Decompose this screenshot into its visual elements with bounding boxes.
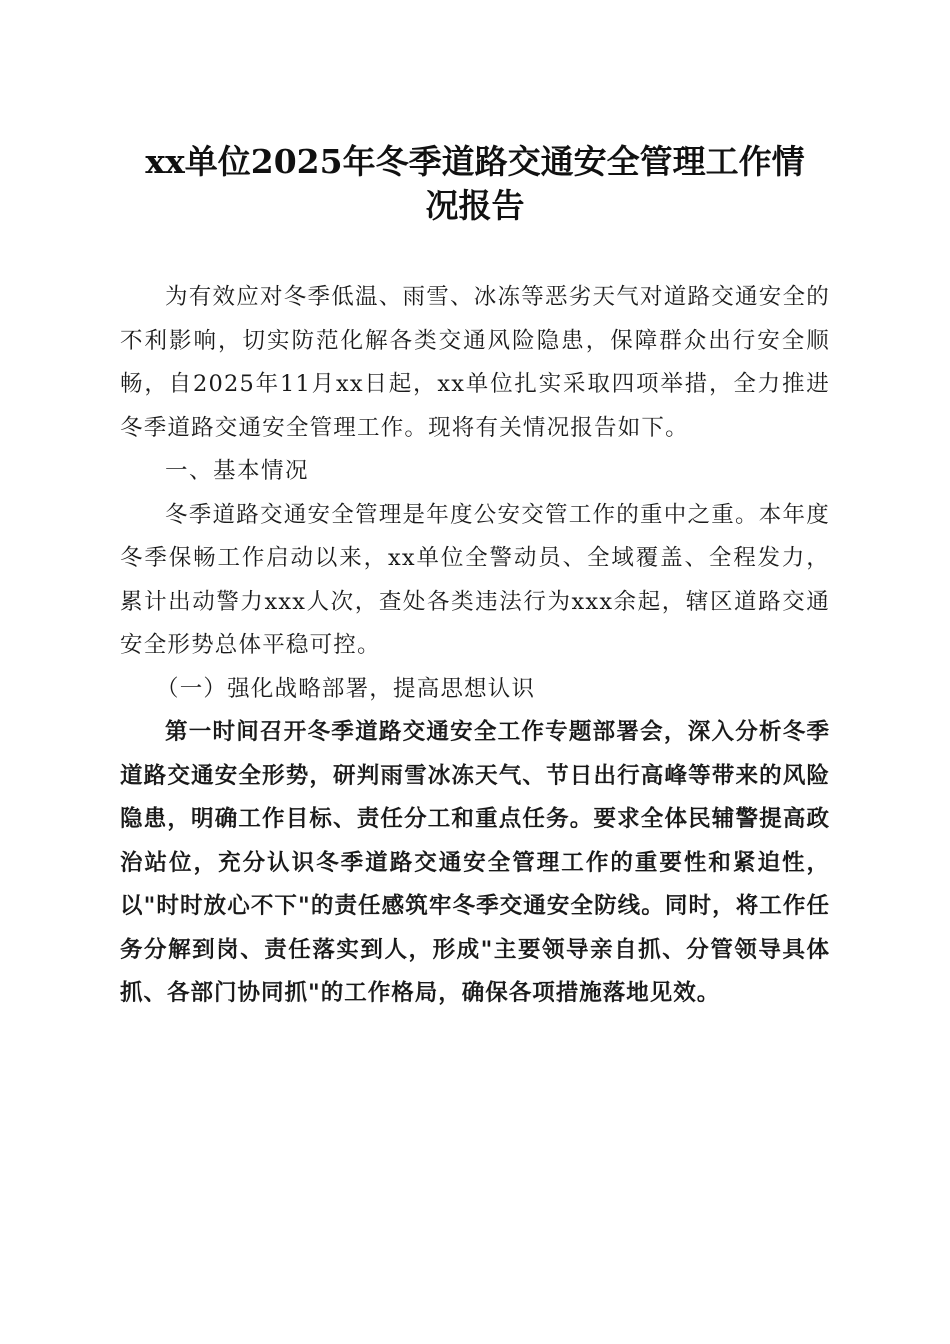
section-heading-basic-situation: 一、基本情况 (165, 458, 310, 484)
subsection-heading-strategic-deployment: （一）强化战略部署，提高思想认识 (156, 675, 536, 702)
document-title-line-2: 况报告 (425, 186, 525, 225)
section-basic-situation-paragraph: 冬季道路交通安全管理是年度公安交管工作的重中之重。本年度冬季保畅工作启动以来，xx单位全警动员、全域覆盖、全程发力，累计出动警力xxx人次，查处各类违法行为xxx余起，辖区道路交通安全形势总体平稳可控。 (120, 501, 830, 658)
document-title-line-1: xx单位2025年冬季道路交通安全管理工作情 (145, 142, 805, 181)
intro-paragraph: 为有效应对冬季低温、雨雪、冰冻等恶劣天气对道路交通安全的不利影响，切实防范化解各类交通风险隐患，保障群众出行安全顺畅，自2025年11月xx日起，xx单位扎实采取四项举措，全力推进冬季道路交通安全管理工作。现将有关情况报告如下。 (120, 284, 830, 441)
document-body (120, 276, 830, 1016)
document-title (110, 140, 840, 228)
subsection-strategic-deployment-paragraph: 第一时间召开冬季道路交通安全工作专题部署会，深入分析冬季道路交通安全形势，研判雨雪冰冻天气、节日出行高峰等带来的风险隐患，明确工作目标、责任分工和重点任务。要求全体民辅警提高政治站位，充分认识冬季道路交通安全管理工作的重要性和紧迫性，以"时时放心不下"的责任感筑牢冬季交通安全防线。同时，将工作任务分解到岗、责任落实到人，形成"主要领导亲自抓、分管领导具体抓、各部门协同抓"的工作格局，确保各项措施落地见效。 (120, 719, 830, 1006)
